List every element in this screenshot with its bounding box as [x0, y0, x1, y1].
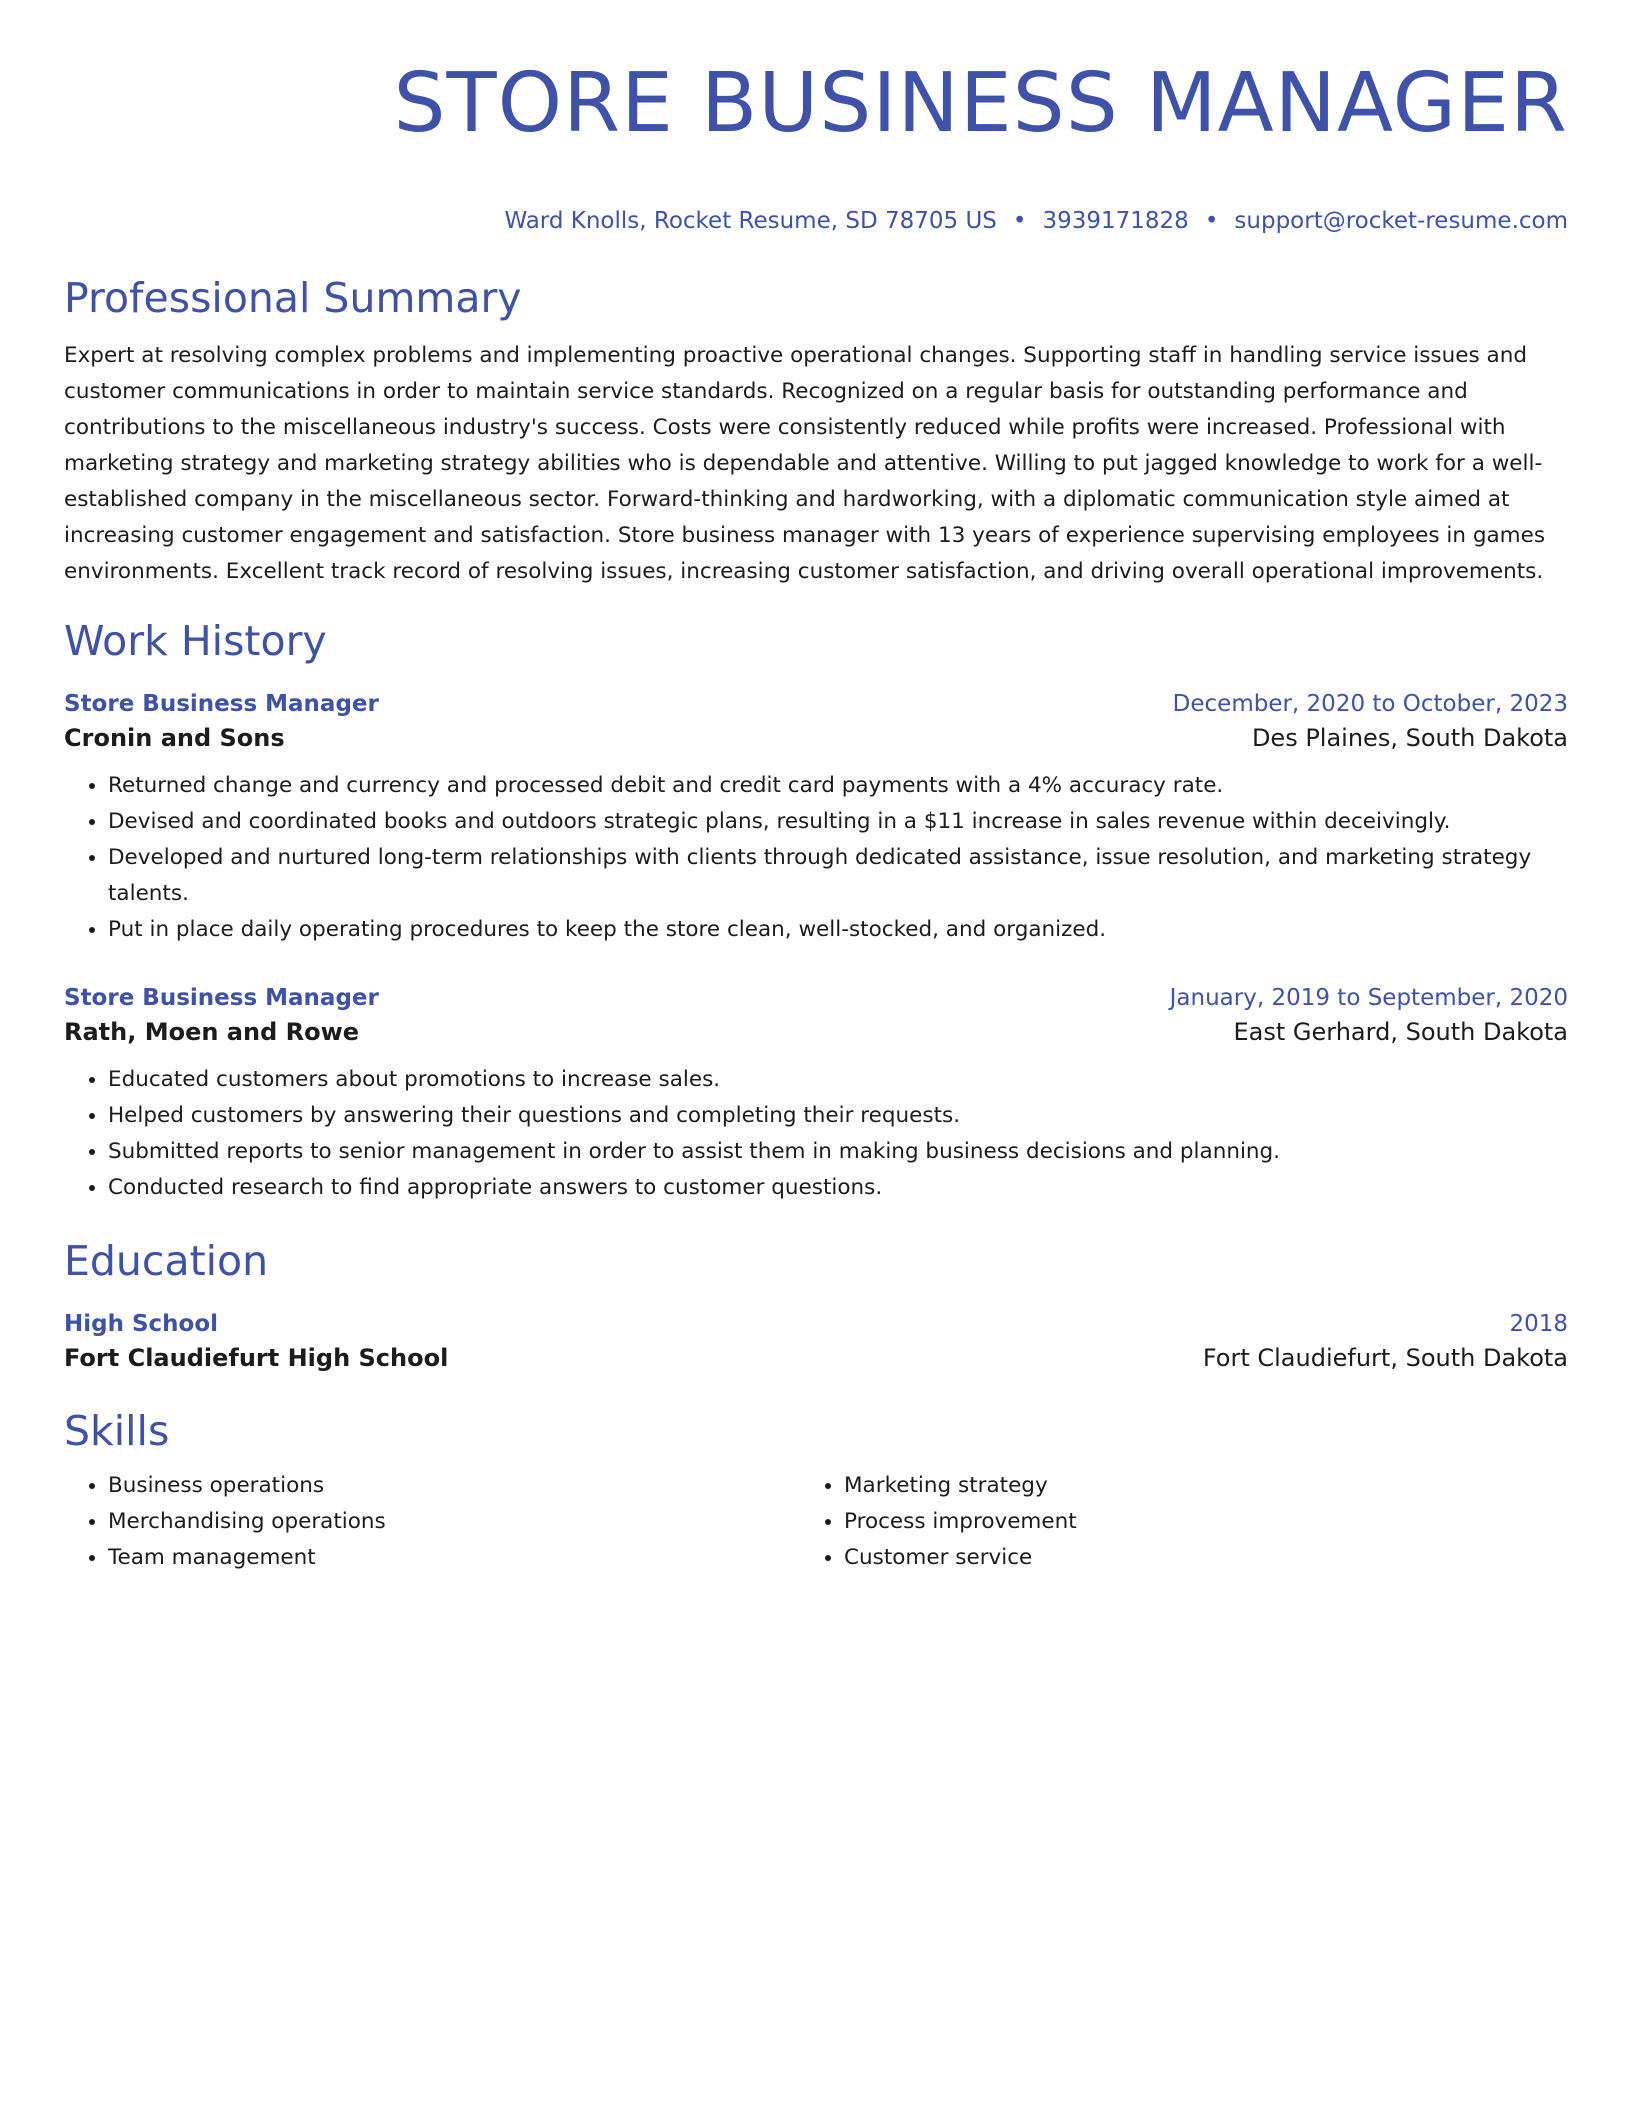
skill-item: • Process improvement	[844, 1504, 1536, 1540]
contact-line	[64, 206, 1568, 236]
contact-separator: •	[1204, 208, 1219, 234]
education-location: Fort Claudiefurt, South Dakota	[1202, 1344, 1568, 1372]
job-role: Store Business Manager	[64, 985, 379, 1011]
section-title-education: Education	[64, 1237, 269, 1285]
summary-text: Expert at resolving complex problems and implementing proactive operational changes. Supporting staff in handling service issues and customer communications in order to maintain service standards. Recognized on a regular basis for outstanding performance and contributions to the miscellaneous industry's success. Costs were consistently reduced while profits were increased. Professional with marketing strategy and marketing strategy abilities who is dependable and attentive. Willing to put jagged knowledge to work for a well-established company in the miscellaneous sector. Forward-thinking and hardworking, with a diplomatic communication style aimed at increasing customer engagement and satisfaction. Store business manager with 13 years of experience supervising employees in games environments. Excellent track record of resolving issues, increasing customer satisfaction, and driving overall operational improvements.	[64, 343, 1546, 584]
work-entry	[64, 688, 1568, 948]
skills-column-right	[800, 1468, 1536, 1576]
job-role: Store Business Manager	[64, 691, 379, 717]
skill-item: • Merchandising operations	[108, 1504, 800, 1540]
job-location: Des Plaines, South Dakota	[1251, 724, 1568, 752]
job-dates: January, 2019 to September, 2020	[1169, 985, 1568, 1011]
skill-item: • Team management	[108, 1540, 800, 1576]
education-entry	[64, 1308, 1568, 1376]
candidate-title: STORE BUSINESS MANAGER	[393, 56, 1568, 151]
section-title-summary: Professional Summary	[64, 274, 522, 322]
education-year: 2018	[1509, 1311, 1568, 1337]
list-item: • Developed and nurtured long-term relationships with clients through dedicated assistance, issue resolution, and marketing strategy talents.	[108, 840, 1568, 912]
resume-header	[64, 0, 1568, 236]
list-item: • Educated customers about promotions to increase sales.	[108, 1062, 1568, 1098]
job-location: East Gerhard, South Dakota	[1233, 1018, 1568, 1046]
job-bullets	[64, 1062, 1568, 1206]
job-employer: Cronin and Sons	[64, 724, 285, 752]
skill-item: • Customer service	[844, 1540, 1536, 1576]
skills-column-left	[64, 1468, 800, 1576]
section-title-work-history: Work History	[64, 617, 327, 665]
contact-email: support@rocket-resume.com	[1234, 208, 1568, 234]
skill-item: • Business operations	[108, 1468, 800, 1504]
contact-separator: •	[1012, 208, 1027, 234]
list-item: • Returned change and currency and processed debit and credit card payments with a 4% accuracy rate.	[108, 768, 1568, 804]
job-employer: Rath, Moen and Rowe	[64, 1018, 360, 1046]
education-degree: High School	[64, 1311, 219, 1337]
job-dates: December, 2020 to October, 2023	[1172, 691, 1568, 717]
job-bullets	[64, 768, 1568, 948]
list-item: • Submitted reports to senior management in order to assist them in making business decisions and planning.	[108, 1134, 1568, 1170]
work-entry	[64, 982, 1568, 1206]
contact-address: Ward Knolls, Rocket Resume, SD 78705 US	[504, 208, 997, 234]
list-item: • Put in place daily operating procedures to keep the store clean, well-stocked, and organized.	[108, 912, 1568, 948]
list-item: • Devised and coordinated books and outdoors strategic plans, resulting in a $11 increase in sales revenue within deceivingly.	[108, 804, 1568, 840]
list-item: • Conducted research to find appropriate answers to customer questions.	[108, 1170, 1568, 1206]
skill-item: • Marketing strategy	[844, 1468, 1536, 1504]
contact-phone: 3939171828	[1042, 208, 1189, 234]
skills-list	[64, 1468, 1568, 1576]
education-school: Fort Claudiefurt High School	[64, 1344, 449, 1372]
list-item: • Helped customers by answering their questions and completing their requests.	[108, 1098, 1568, 1134]
section-title-skills: Skills	[64, 1407, 170, 1455]
